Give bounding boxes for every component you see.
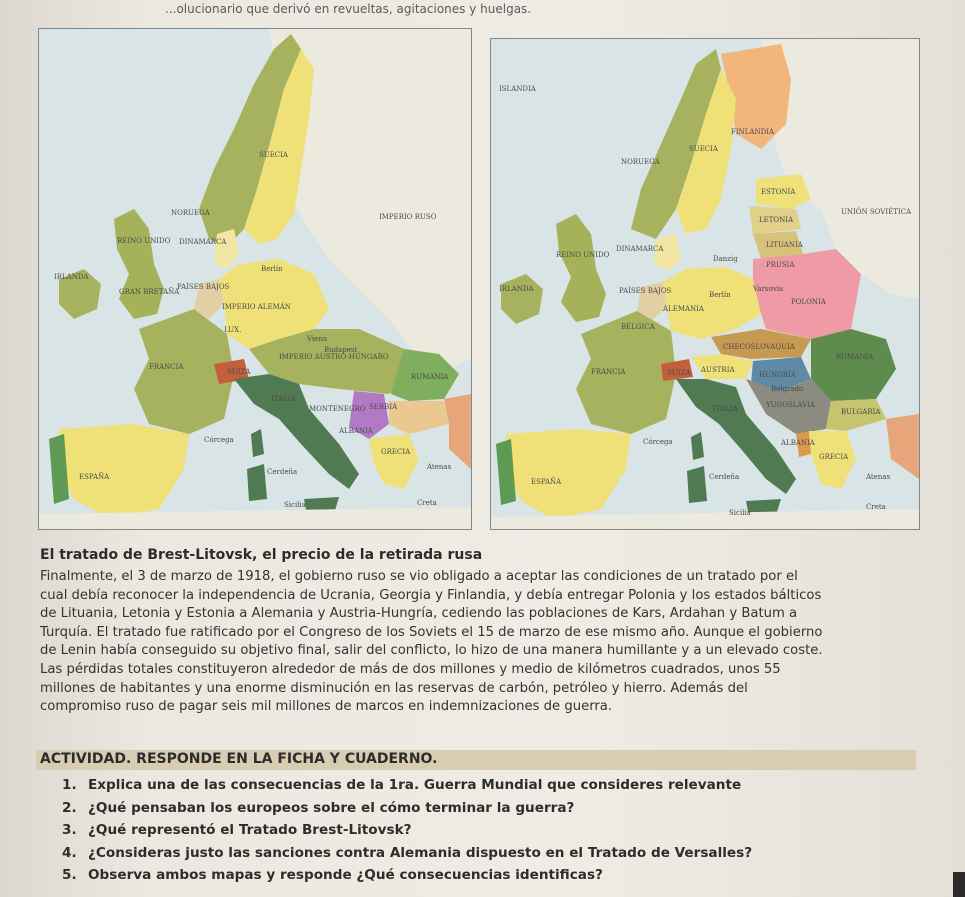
label-rumania: RUMANIA: [411, 373, 449, 381]
label-lux: LUX.: [224, 326, 242, 334]
question-text: ¿Qué representó el Tratado Brest-Litovsk?: [88, 822, 412, 838]
label-cerdena: Cerdeña: [709, 473, 740, 481]
question-item: [62, 864, 752, 887]
label-creta: Creta: [417, 499, 437, 507]
label-paises-bajos: PAÍSES BAJOS: [177, 283, 230, 291]
label-corcega: Córcega: [643, 438, 673, 446]
label-gran-bretana: GRAN BRETAÑA: [119, 288, 180, 296]
label-irlanda: IRLANDA: [499, 285, 534, 293]
label-albania: ALBANIA: [781, 439, 815, 447]
label-alemania: ALEMANIA: [663, 305, 704, 313]
label-austro-hungaro: IMPERIO AUSTRO-HÚNGARO: [279, 353, 389, 361]
paragraph-line: cual debía reconocer la independencia de Ucrania, Georgia y Finlandia, y debía entregar Polonia y los estados bálticos: [40, 587, 822, 603]
label-grecia: GRECIA: [381, 448, 411, 456]
label-noruega: NORUEGA: [171, 209, 210, 217]
label-reino-unido: REINO UNIDO: [117, 237, 171, 245]
activity-title: ACTIVIDAD. RESPONDE EN LA FICHA Y CUADERNO.: [40, 751, 438, 767]
page-edge-shadow: [953, 872, 965, 897]
island-cerdena: [687, 466, 707, 503]
label-italia: ITALIA: [271, 395, 296, 403]
label-austria: AUSTRIA: [701, 366, 735, 374]
label-berlin: Berlín: [709, 291, 731, 299]
label-francia: FRANCIA: [591, 368, 626, 376]
label-atenas: Atenas: [866, 473, 891, 481]
label-reino-unido: REINO UNIDO: [556, 251, 610, 259]
label-polonia: POLONIA: [791, 298, 826, 306]
maps-container: [38, 18, 918, 530]
island-cerdena: [247, 464, 267, 501]
section-heading: El tratado de Brest-Litovsk, el precio de la retirada rusa: [40, 547, 483, 563]
paragraph-line: Finalmente, el 3 de marzo de 1918, el gobierno ruso se vio obligado a aceptar las condiciones de un tratado por el: [40, 569, 798, 584]
question-item: [62, 774, 752, 797]
label-suecia: SUECIA: [259, 151, 288, 159]
question-number: 2.: [62, 799, 77, 816]
label-irlanda: IRLANDA: [54, 273, 89, 281]
question-number: 1.: [62, 777, 77, 793]
label-montenegro: MONTENEGRO: [309, 405, 366, 413]
question-list: [62, 774, 752, 887]
label-serbia: SERBIA: [369, 403, 398, 411]
map-europe-1919-svg: [491, 39, 919, 529]
paragraph-line: de Lenin había conseguido su objetivo final, salir del conflicto, lo hizo de una manera humillante y a un elevado coste.: [40, 643, 823, 659]
label-italia: ITALIA: [713, 405, 738, 413]
paragraph-line: Turquía. El tratado fue ratificado por el Congreso de los Soviets el 15 de marzo de ese mismo año. Aunque el gobierno: [40, 624, 823, 640]
question-item: [62, 819, 752, 842]
question-text: Explica una de las consecuencias de la 1ra. Guerra Mundial que consideres relevante: [88, 777, 742, 793]
label-union-sovietica: UNIÓN SOVIÉTICA: [841, 208, 912, 216]
label-dinamarca: DINAMARCA: [179, 238, 227, 246]
label-albania: ALBANIA: [339, 427, 373, 435]
label-paises-bajos: PAÍSES BAJOS: [619, 287, 672, 295]
question-text: Observa ambos mapas y responde ¿Qué consecuencias identificas?: [88, 867, 603, 883]
map-europe-1919: [490, 38, 920, 530]
label-varsovia: Varsovia: [753, 285, 784, 293]
label-belgrado: Belgrado: [771, 385, 804, 393]
label-yugoslavia: YUGOSLAVIA: [766, 401, 815, 409]
section-paragraph: [40, 568, 920, 717]
question-number: 5.: [62, 867, 77, 883]
label-suecia: SUECIA: [689, 145, 718, 153]
label-estonia: ESTONIA: [761, 188, 796, 196]
label-dinamarca: DINAMARCA: [616, 245, 664, 253]
label-belgica: BÉLGICA: [621, 323, 655, 331]
label-francia: FRANCIA: [149, 363, 184, 371]
label-grecia: GRECIA: [819, 453, 849, 461]
label-sicilia: Sicilia: [729, 509, 751, 517]
label-suiza: SUIZA: [667, 369, 691, 377]
paragraph-line: de Lituania, Letonia y Estonia a Alemania y Austria-Hungría, cediendo las poblaciones de Kars, Ardahan y Batum a: [40, 606, 798, 622]
label-cerdena: Cerdeña: [267, 468, 298, 476]
paragraph-line: compromiso ruso de pagar seis mil millones de marcos en indemnizaciones de guerra.: [40, 699, 613, 715]
label-imperio-ruso: IMPERIO RUSO: [379, 213, 437, 221]
label-rumania: RUMANIA: [836, 353, 874, 361]
label-noruega: NORUEGA: [621, 158, 660, 166]
label-finlandia: FINLANDIA: [731, 128, 775, 136]
label-espana: ESPAÑA: [531, 478, 562, 486]
paragraph-line: Las pérdidas totales constituyeron alrededor de más de dos millones y medio de kilómetros cuadrados, unos 55: [40, 661, 781, 677]
label-imperio-aleman: IMPERIO ALEMÁN: [222, 303, 291, 311]
label-espana: ESPAÑA: [79, 473, 110, 481]
label-sicilia: Sicilia: [284, 501, 306, 509]
label-islandia: ISLANDIA: [499, 85, 536, 93]
label-lituania: LITUANIA: [766, 241, 803, 249]
question-text: ¿Qué pensaban los europeos sobre el cómo terminar la guerra?: [88, 799, 575, 816]
label-prusia: PRUSIA: [766, 261, 795, 269]
question-text: ¿Consideras justo las sanciones contra Alemania dispuesto en el Tratado de Versalles?: [88, 844, 753, 861]
label-berlin: Berlín: [261, 265, 283, 273]
label-viena: Viena: [307, 335, 327, 343]
paragraph-line: millones de habitantes y una enorme disminución en las reservas de carbón, petróleo y hierro. Además del: [40, 680, 748, 696]
label-danzig: Danzig: [713, 255, 738, 263]
label-atenas: Atenas: [427, 463, 452, 471]
label-budapest: Budapest: [324, 346, 358, 354]
map-europe-1914-svg: [39, 29, 471, 529]
question-item: [62, 842, 752, 865]
label-bulgaria: BULGARIA: [841, 408, 881, 416]
label-creta: Creta: [866, 503, 886, 511]
question-item: [62, 797, 752, 820]
label-hungria: HUNGRÍA: [759, 371, 796, 379]
top-caption: ...olucionario que derivó en revueltas, agitaciones y huelgas.: [165, 2, 532, 16]
label-letonia: LETONIA: [759, 216, 794, 224]
label-suiza: SUIZA: [227, 368, 251, 376]
map-europe-1914: [38, 28, 472, 530]
label-corcega: Córcega: [204, 436, 234, 444]
label-checoslovaquia: CHECOSLOVAQUIA: [723, 343, 795, 351]
question-number: 3.: [62, 822, 77, 838]
question-number: 4.: [62, 844, 77, 861]
